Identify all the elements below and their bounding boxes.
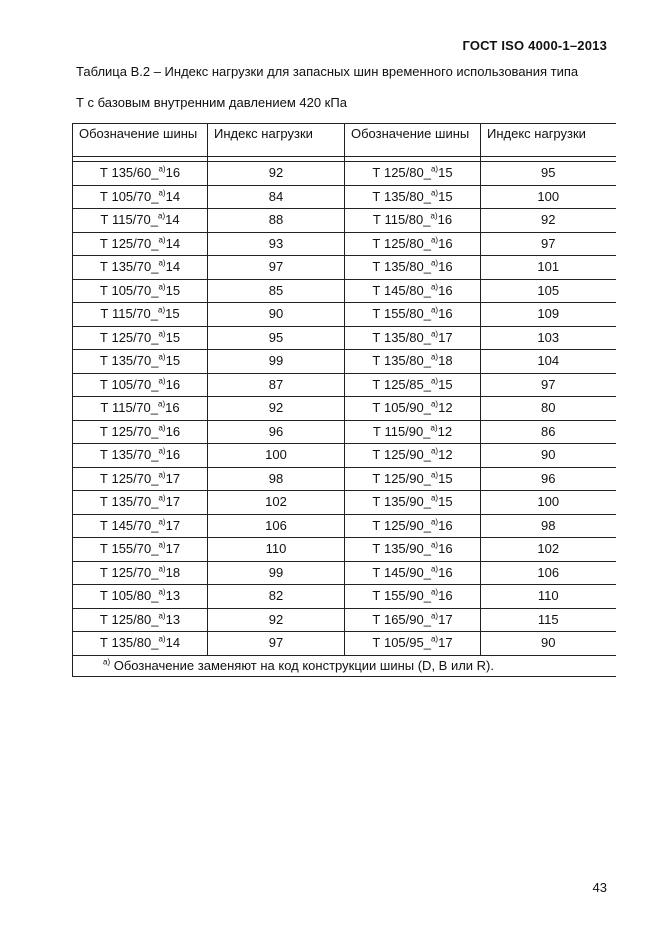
- designation-rim-size: 17: [165, 494, 181, 510]
- tire-designation-cell: [345, 444, 481, 468]
- designation-prefix: Т 135/80_: [372, 259, 431, 275]
- designation-rim-size: 15: [438, 494, 453, 510]
- footnote-marker: a): [430, 376, 439, 386]
- designation-prefix: Т 135/80_: [372, 353, 431, 369]
- table-body: [73, 157, 616, 656]
- load-index-cell: 102: [208, 491, 345, 515]
- column-header-load-index: Индекс нагрузки: [481, 124, 616, 157]
- load-index-cell: 97: [208, 632, 345, 656]
- designation-rim-size: 17: [165, 541, 181, 557]
- tire-designation-cell: [345, 585, 481, 609]
- designation-rim-size: 16: [438, 259, 453, 275]
- tire-designation-cell: [73, 185, 208, 209]
- designation-rim-size: 16: [438, 541, 453, 557]
- load-index-cell: 109: [481, 303, 616, 327]
- load-index-cell: 100: [481, 185, 616, 209]
- designation-rim-size: 16: [438, 306, 453, 322]
- column-header-load-index: Индекс нагрузки: [208, 124, 345, 157]
- designation-prefix: Т 115/70_: [100, 306, 158, 322]
- table-row: [73, 326, 616, 350]
- tire-designation-cell: [345, 256, 481, 280]
- tire-designation-cell: [345, 397, 481, 421]
- footnote-marker: a): [158, 493, 166, 503]
- designation-rim-size: 15: [165, 353, 181, 369]
- footnote-marker: a): [158, 258, 166, 268]
- load-index-cell: 92: [481, 209, 616, 233]
- designation-prefix: Т 125/80_: [372, 165, 431, 181]
- footnote-marker: a): [158, 446, 166, 456]
- designation-prefix: Т 135/70_: [99, 494, 159, 510]
- designation-prefix: Т 135/90_: [372, 541, 431, 557]
- tire-designation-cell: [345, 326, 481, 350]
- load-index-cell: 96: [208, 420, 345, 444]
- footnote-marker: a): [158, 164, 166, 174]
- table-row: [73, 185, 616, 209]
- load-index-cell: 86: [481, 420, 616, 444]
- designation-prefix: Т 135/60_: [99, 165, 159, 181]
- table-row: [73, 397, 616, 421]
- load-index-cell: 92: [208, 397, 345, 421]
- load-index-cell: 97: [208, 256, 345, 280]
- designation-prefix: Т 125/90_: [372, 447, 431, 463]
- load-index-cell: 93: [208, 232, 345, 256]
- footnote-marker: a): [158, 564, 166, 574]
- table-row: [73, 538, 616, 562]
- tire-designation-cell: [345, 632, 481, 656]
- designation-prefix: Т 115/70_: [100, 212, 158, 228]
- load-index-cell: 110: [208, 538, 345, 562]
- designation-rim-size: 17: [438, 635, 453, 651]
- load-index-cell: 97: [481, 232, 616, 256]
- table-row: [73, 561, 616, 585]
- load-index-cell: 105: [481, 279, 616, 303]
- tire-designation-cell: [345, 232, 481, 256]
- tire-designation-cell: [73, 350, 208, 374]
- designation-prefix: Т 125/70_: [99, 564, 159, 580]
- footnote-marker: a): [430, 493, 439, 503]
- footnote-marker: a): [430, 305, 439, 315]
- designation-rim-size: 16: [438, 282, 453, 298]
- designation-prefix: Т 135/90_: [372, 494, 431, 510]
- footnote-marker: a): [430, 258, 439, 268]
- footnote-marker: a): [430, 423, 438, 433]
- designation-rim-size: 16: [165, 376, 181, 392]
- load-index-cell: 101: [481, 256, 616, 280]
- table-row: [73, 303, 616, 327]
- load-index-cell: 96: [481, 467, 616, 491]
- load-index-cell: 90: [481, 444, 616, 468]
- tire-designation-cell: [345, 420, 481, 444]
- footnote-marker: a): [158, 188, 166, 198]
- designation-prefix: Т 125/90_: [372, 470, 431, 486]
- designation-prefix: Т 115/70_: [100, 400, 158, 416]
- designation-rim-size: 15: [438, 470, 453, 486]
- footnote-marker: a): [158, 423, 166, 433]
- footnote-marker: a): [158, 235, 166, 245]
- tire-designation-cell: [73, 561, 208, 585]
- tire-designation-cell: [73, 373, 208, 397]
- designation-rim-size: 17: [438, 611, 453, 627]
- designation-rim-size: 12: [438, 400, 453, 416]
- table-footnote-row: [73, 655, 616, 676]
- designation-prefix: Т 145/90_: [372, 564, 431, 580]
- footnote-marker: a): [430, 188, 439, 198]
- designation-prefix: Т 135/80_: [372, 329, 431, 345]
- load-index-cell: 90: [208, 303, 345, 327]
- designation-rim-size: 16: [437, 212, 453, 228]
- load-index-cell: 106: [208, 514, 345, 538]
- designation-prefix: Т 105/90_: [372, 400, 431, 416]
- designation-rim-size: 15: [438, 188, 453, 204]
- designation-rim-size: 15: [165, 329, 181, 345]
- tire-designation-cell: [73, 303, 208, 327]
- footnote-marker: a): [430, 329, 439, 339]
- tire-designation-cell: [345, 279, 481, 303]
- load-index-cell: 103: [481, 326, 616, 350]
- designation-rim-size: 16: [438, 235, 453, 251]
- designation-rim-size: 17: [165, 470, 181, 486]
- tire-designation-cell: [73, 608, 208, 632]
- designation-prefix: Т 125/70_: [99, 329, 159, 345]
- tire-designation-cell: [73, 326, 208, 350]
- tire-designation-cell: [73, 585, 208, 609]
- load-index-cell: 100: [208, 444, 345, 468]
- designation-rim-size: 16: [165, 400, 180, 416]
- designation-prefix: Т 105/95_: [372, 635, 431, 651]
- designation-prefix: Т 105/70_: [99, 282, 159, 298]
- tire-designation-cell: [345, 373, 481, 397]
- designation-rim-size: 12: [438, 447, 453, 463]
- load-index-cell: 99: [208, 561, 345, 585]
- footnote-marker: a): [430, 164, 439, 174]
- tire-designation-cell: [345, 608, 481, 632]
- designation-rim-size: 14: [165, 188, 181, 204]
- tire-designation-cell: [73, 232, 208, 256]
- designation-rim-size: 14: [165, 635, 181, 651]
- designation-rim-size: 15: [438, 165, 453, 181]
- footnote-marker: a): [158, 634, 166, 644]
- designation-prefix: Т 125/85_: [372, 376, 431, 392]
- designation-prefix: Т 105/80_: [99, 588, 159, 604]
- table-footnote: [73, 655, 616, 676]
- designation-rim-size: 18: [438, 353, 453, 369]
- tire-designation-cell: [345, 350, 481, 374]
- designation-prefix: Т 125/80_: [99, 611, 159, 627]
- load-index-cell: 87: [208, 373, 345, 397]
- tire-designation-cell: [345, 209, 481, 233]
- load-index-cell: 102: [481, 538, 616, 562]
- footnote-marker: a): [158, 211, 166, 221]
- footnote-marker: a): [430, 540, 439, 550]
- table-row: [73, 444, 616, 468]
- footnote-marker: a): [430, 282, 439, 292]
- column-header-designation: Обозначение шины: [345, 124, 481, 157]
- designation-rim-size: 16: [438, 588, 453, 604]
- tire-designation-cell: [345, 303, 481, 327]
- table-row: [73, 232, 616, 256]
- designation-prefix: Т 105/70_: [99, 376, 159, 392]
- footnote-marker: a): [158, 399, 166, 409]
- load-index-cell: 92: [208, 162, 345, 186]
- designation-rim-size: 12: [437, 423, 453, 439]
- designation-prefix: Т 135/80_: [372, 188, 431, 204]
- footnote-marker: a): [430, 352, 439, 362]
- footnote-marker: a): [430, 399, 439, 409]
- load-index-cell: 110: [481, 585, 616, 609]
- designation-prefix: Т 145/70_: [99, 517, 159, 533]
- table-row: [73, 632, 616, 656]
- footnote-marker: a): [430, 211, 438, 221]
- tire-designation-cell: [73, 397, 208, 421]
- load-index-cell: 88: [208, 209, 345, 233]
- designation-prefix: Т 135/70_: [99, 447, 159, 463]
- tire-designation-cell: [345, 467, 481, 491]
- designation-rim-size: 16: [165, 165, 181, 181]
- table-row: [73, 279, 616, 303]
- footnote-marker: a): [430, 235, 439, 245]
- footnote-marker: a): [430, 587, 439, 597]
- tire-designation-cell: [345, 491, 481, 515]
- tire-designation-cell: [73, 162, 208, 186]
- designation-prefix: Т 125/70_: [99, 423, 159, 439]
- designation-rim-size: 14: [165, 235, 181, 251]
- tire-designation-cell: [345, 185, 481, 209]
- tire-designation-cell: [73, 514, 208, 538]
- tire-designation-cell: [73, 256, 208, 280]
- designation-prefix: Т 155/70_: [99, 541, 159, 557]
- designation-prefix: Т 125/90_: [372, 517, 431, 533]
- designation-prefix: Т 115/90_: [372, 423, 431, 439]
- tire-designation-cell: [73, 279, 208, 303]
- footnote-marker: a): [158, 376, 166, 386]
- tire-designation-cell: [73, 491, 208, 515]
- footnote-marker: a): [158, 352, 166, 362]
- table-row: [73, 350, 616, 374]
- designation-rim-size: 16: [165, 447, 181, 463]
- designation-rim-size: 16: [165, 423, 181, 439]
- footnote-marker: a): [158, 305, 166, 315]
- load-index-cell: 95: [481, 162, 616, 186]
- load-index-cell: 85: [208, 279, 345, 303]
- tire-designation-cell: [73, 444, 208, 468]
- load-index-cell: 98: [208, 467, 345, 491]
- table-row: [73, 514, 616, 538]
- tire-designation-cell: [345, 514, 481, 538]
- designation-rim-size: 18: [165, 564, 181, 580]
- footnote-marker: a): [158, 470, 166, 480]
- designation-rim-size: 17: [165, 517, 181, 533]
- designation-prefix: Т 145/80_: [372, 282, 431, 298]
- footnote-marker: a): [430, 634, 439, 644]
- footnote-marker: a): [158, 329, 166, 339]
- footnote-marker: a): [158, 282, 166, 292]
- designation-prefix: Т 105/70_: [99, 188, 159, 204]
- page-number: 43: [592, 880, 607, 895]
- designation-rim-size: 15: [165, 282, 181, 298]
- footnote-marker: a): [158, 611, 166, 621]
- load-index-cell: 92: [208, 608, 345, 632]
- column-header-designation: Обозначение шины: [73, 124, 208, 157]
- table-caption-line-2: Т с базовым внутренним давлением 420 кПа: [76, 95, 347, 110]
- footnote-marker: a): [430, 446, 439, 456]
- table-row: [73, 162, 616, 186]
- designation-prefix: Т 115/80_: [372, 212, 431, 228]
- footnote-marker: a): [430, 611, 439, 621]
- tire-designation-cell: [345, 538, 481, 562]
- load-index-cell: 98: [481, 514, 616, 538]
- table-row: [73, 209, 616, 233]
- table-row: [73, 467, 616, 491]
- designation-rim-size: 16: [438, 517, 453, 533]
- load-index-cell: 82: [208, 585, 345, 609]
- load-index-cell: 97: [481, 373, 616, 397]
- load-index-cell: 90: [481, 632, 616, 656]
- load-index-cell: 80: [481, 397, 616, 421]
- load-index-cell: 95: [208, 326, 345, 350]
- designation-prefix: Т 165/90_: [372, 611, 431, 627]
- designation-prefix: Т 135/70_: [99, 259, 159, 275]
- designation-prefix: Т 155/80_: [372, 306, 431, 322]
- table-row: [73, 420, 616, 444]
- table-row: [73, 256, 616, 280]
- footnote-marker: a): [158, 587, 166, 597]
- designation-rim-size: 14: [165, 259, 181, 275]
- load-index-cell: 115: [481, 608, 616, 632]
- table-header-row: [73, 124, 616, 157]
- table-row: [73, 373, 616, 397]
- designation-prefix: Т 125/80_: [372, 235, 431, 251]
- table-row: [73, 585, 616, 609]
- tire-designation-cell: [345, 162, 481, 186]
- tire-designation-cell: [73, 538, 208, 562]
- footnote-text: Обозначение заменяют на код конструкции шины (D, B или R).: [110, 657, 494, 673]
- designation-prefix: Т 125/70_: [99, 235, 159, 251]
- footnote-marker: a): [158, 540, 166, 550]
- designation-prefix: Т 135/80_: [99, 635, 159, 651]
- designation-rim-size: 13: [165, 611, 181, 627]
- table-row: [73, 491, 616, 515]
- tire-designation-cell: [73, 420, 208, 444]
- tire-designation-cell: [73, 632, 208, 656]
- load-index-cell: 99: [208, 350, 345, 374]
- load-index-table: [72, 123, 616, 677]
- document-code: ГОСТ ISO 4000-1–2013: [462, 38, 607, 53]
- designation-rim-size: 13: [165, 588, 181, 604]
- designation-prefix: Т 125/70_: [99, 470, 159, 486]
- tire-designation-cell: [73, 467, 208, 491]
- designation-rim-size: 15: [438, 376, 453, 392]
- designation-prefix: Т 135/70_: [99, 353, 159, 369]
- footnote-marker: a): [430, 564, 439, 574]
- load-index-cell: 100: [481, 491, 616, 515]
- load-index-cell: 104: [481, 350, 616, 374]
- footnote-marker: a): [103, 657, 111, 667]
- table-caption-line-1: Таблица В.2 – Индекс нагрузки для запасных шин временного использования типа: [76, 64, 579, 79]
- designation-prefix: Т 155/90_: [372, 588, 431, 604]
- footnote-marker: a): [430, 517, 439, 527]
- table-row: [73, 608, 616, 632]
- designation-rim-size: 15: [165, 306, 180, 322]
- tire-designation-cell: [73, 209, 208, 233]
- load-index-cell: 84: [208, 185, 345, 209]
- designation-rim-size: 14: [165, 212, 180, 228]
- designation-rim-size: 17: [438, 329, 453, 345]
- load-index-cell: 106: [481, 561, 616, 585]
- footnote-marker: a): [158, 517, 166, 527]
- tire-designation-cell: [345, 561, 481, 585]
- designation-rim-size: 16: [438, 564, 453, 580]
- footnote-marker: a): [430, 470, 439, 480]
